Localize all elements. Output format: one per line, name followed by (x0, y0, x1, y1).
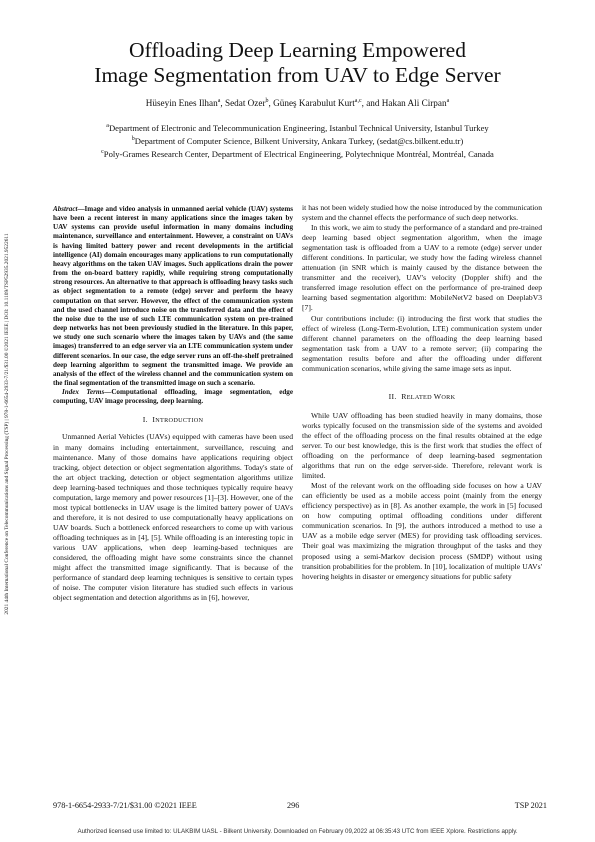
section-title-mid: ELATED (406, 393, 434, 401)
section-title-rest: ORK (441, 393, 456, 401)
section-heading-related-work (302, 392, 542, 403)
footer-conference: TSP 2021 (514, 801, 547, 810)
abstract-text: —Image and video analysis in unmanned aerial vehicle (UAV) systems have been a recent interest in many applications since the images taken by UAV systems can provide useful information in many domains including maintenance, surveillance and entertainment. However, a constraint on UAVs is having limited battery power and recent developments in the artificial intelligence (AI) domain encourages many applications to run computationally heavy algorithms on the taken UAV images. Such applications drain the power from the on-board battery rapidly, while requiring strong computationally strong resources. An alternative to that approach is offloading heavy tasks such as object segmentation to a remote (edge) server and perform the heavy computation on that server. However, the effect of the communication system and the used channel introduce noise on the transferred data and the effect of the noise due to the use of such LTE communication system on pre-trained deep networks has not been previously studied in the literature. In this paper, we study one such scenario where the images taken by UAVs and (the same images) transferred to an edge server via an LTE communication system under different scenarios. In our case, the edge server runs an off-the-shelf pretrained deep learning algorithm to segment the transmitted image. We provide an analysis of the effect of the wireless channel and the communication system on the final segmentation of the transmitted image on such a scenario. (53, 205, 293, 387)
author-name: Hüseyin Enes Ilhan (145, 98, 218, 108)
affiliation-a (30, 122, 565, 135)
affiliation-b (30, 135, 565, 148)
author-list: Hüseyin Enes Ilhan$^a$, Sedat Ozer$^b$, Güneş Karabulut Kurt$^{a,c}$, and Hakan Ali Cirpan$^a$ (145, 97, 450, 108)
paper-title (40, 38, 555, 88)
abstract-label: Abstract (53, 205, 78, 213)
author-affil-sup: b (265, 97, 269, 104)
abstract (53, 205, 293, 388)
title-line-1: Offloading Deep Learning Empowered (129, 38, 466, 62)
affil-sup: a (106, 123, 109, 130)
index-terms-text: —Computational offloading, image segmentation, edge computing, UAV image processing, deep learning. (53, 388, 293, 406)
section-title-initial: I (152, 415, 156, 425)
affiliations (30, 122, 565, 161)
affil-sup: c (101, 149, 104, 156)
related-paragraph: Most of the relevant work on the offloading side focuses on how a UAV can efficiently be used as a mobile access point (mainly from the energy efficiency perspective) as in [8]. As another example, the work in [5] focused on how computing optimal offloading conditions under different communication scenarios. In [9], the authors introduced a method to use a UAV as a mobile edge server (MES) for providing task offloading services. Their goal was maximizing the migration throughput of the tasks and they proposed using a semi-Markov decision process (SMDP) without using transition probabilities for the problem. In [10], localization of multiple UAVs' hovering heights in disaster or emergency situations for public safety (302, 481, 542, 581)
doi-sidebar (2, 84, 12, 764)
section-title-rest: NTRODUCTION (155, 417, 204, 425)
page-number: 296 (287, 801, 300, 810)
author-name: and Hakan Ali Cirpan (366, 98, 447, 108)
author-affil-sup: a (217, 97, 221, 104)
affil-sup: b (131, 136, 135, 143)
doi-sidebar-text: 2021 44th International Conference on Telecommunications and Signal Processing (TSP) | 978-1-6654-2933-7/21/$31.00 ©2021 IEEE | DOI: 10.1109/TSP52935.2021.9522611 (4, 233, 10, 615)
index-terms (53, 388, 293, 406)
author-affil-sup: a,c (354, 97, 362, 104)
section-title-initial: R (401, 391, 407, 401)
author-affil-sup: a (446, 97, 450, 104)
title-line-2: Image Segmentation from UAV to Edge Server (94, 63, 501, 87)
section-heading-introduction (53, 415, 293, 426)
affiliation-c (30, 148, 565, 161)
footer-copyright: 978-1-6654-2933-7/21/$31.00 ©2021 IEEE (53, 801, 197, 810)
body-paragraph: Our contributions include: (i) introducing the first work that studies the effect of wireless (Long-Term-Evolution, LTE) communication system under different channel parameters on the offloading the deep learning based segmentation task from a UAV to a remote server; (ii) comparing the segmentation results before and after the offloading under different communication scenarios, while giving the same image sets as input. (302, 313, 542, 373)
section-title-initial-2: W (433, 391, 442, 401)
author-name: Sedat Ozer (224, 98, 266, 108)
left-column (53, 205, 293, 603)
author-name: Güneş Karabulut Kurt (273, 98, 355, 108)
body-paragraph: it has not been widely studied how the noise introduced by the communication system and the channel effects the performance of such deep networks. (302, 203, 542, 223)
right-column (302, 203, 542, 582)
related-paragraph: While UAV offloading has been studied heavily in many domains, those works typically focused on the transmission side of the systems and avoided the effect of the offloading process on the final results obtained at the edge server. To our best knowledge, this is the first work that studies the effect of offloading on the performance of deep learning-based segmentation algorithms that run on the edge server-side. Therefore, relevant work is limited. (302, 410, 542, 481)
license-notice: Authorized licensed use limited to: ULAKBIM UASL - Bilkent University. Downloaded on February 09,2022 at 06:35:43 UTC from IEEE Xplore. Restrictions apply. (77, 828, 518, 835)
affil-text: Department of Electronic and Telecommunication Engineering, Istanbul Technical University, Istanbul Turkey (108, 123, 489, 133)
section-number: II. (388, 391, 397, 401)
intro-paragraph: Unmanned Aerial Vehicles (UAVs) equipped with cameras have been used in many domains including entertainment, surveillance, rescuing and maintenance. Many of those domains have applications requiring object tracking, object detection or object segmentation algorithms. Today's state of the art object tracking, detection or object segmentation algorithms utilize deep learning-based techniques and those techniques typically require heavy computation, large memory and power resources [1]–[3]. However, one of the most typical bottlenecks in UAV usage is the limited battery power of UAVs and therefore, it is not desired to use computationally heavy applications on UAV boards. Such a bottleneck enforced researchers to come up with various offloading techniques as in [4], [5]. While offloading is an interesting topic in various UAV applications, when deep learning-based techniques are considered, the offloading might have some constraints since the channel might affect the transmitted image significantly. That is because of the performance of standard deep learning techniques is sensitive to certain types of noise. The computer vision literature has studied such effects in various object segmentation and detection algorithms as in [6], however, (53, 432, 293, 603)
section-number: I. (142, 415, 148, 425)
affil-text: Department of Computer Science, Bilkent University, Ankara Turkey, (sedat@cs.bilkent.edu.tr) (134, 136, 464, 146)
body-paragraph: In this work, we aim to study the performance of a standard and pre-trained deep learning based object segmentation algorithm, when the image segmentation task is offloaded from a UAV to a remote (edge) server under different conditions. In particular, we study how the fading wireless channel attenuation (in SNR which is mainly caused by the distance between the transmitter and the receiver), UAV's velocity (Doppler shift) and the transferred image resolution effect on the performance of pre-trained deep learning based segmentation algorithm: MobileNetV2 based on DeeplabV3 [7]. (302, 223, 542, 313)
index-terms-label: Index Terms (62, 388, 105, 397)
affil-text: Poly-Grames Research Center, Department of Electrical Engineering, Polytechnique Montréal, Montréal, Canada (103, 149, 494, 159)
